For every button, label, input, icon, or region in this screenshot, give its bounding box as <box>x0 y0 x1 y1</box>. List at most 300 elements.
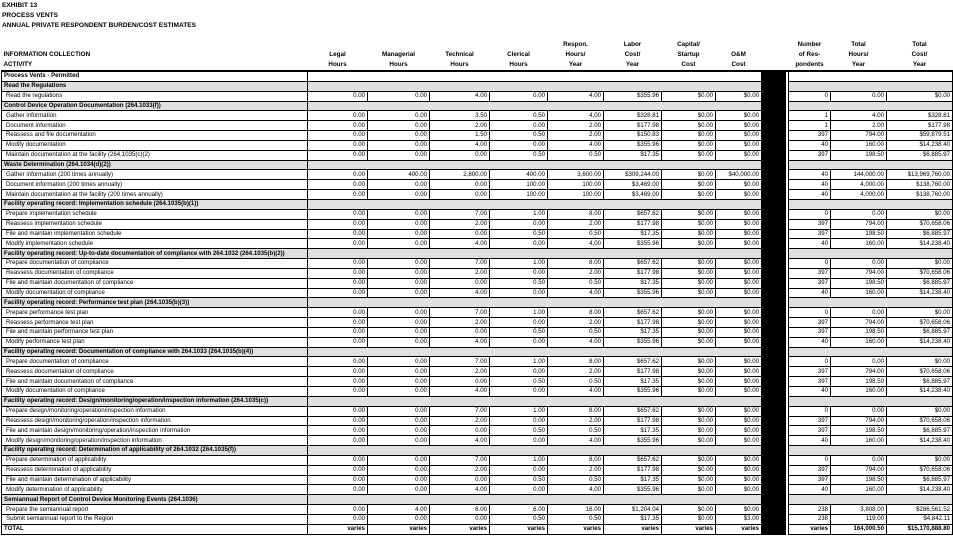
black-spacer <box>762 357 786 367</box>
value-cell: $1,204.04 <box>604 505 662 515</box>
black-spacer <box>762 465 786 475</box>
value-cell: $0.00 <box>716 308 762 318</box>
total-value-cell: $70,658.06 <box>887 416 953 426</box>
section-fill-right <box>789 347 953 357</box>
value-cell: 4.00 <box>430 239 490 249</box>
total-value-cell: $0.00 <box>887 455 953 465</box>
total-value-cell: 0.00 <box>831 406 887 416</box>
activity-cell: Reassess documentation of compliance <box>2 268 308 278</box>
value-cell: 0.00 <box>308 180 368 190</box>
value-cell: $328.81 <box>604 111 662 121</box>
value-cell: 8.00 <box>548 308 604 318</box>
value-cell: 4.00 <box>548 485 604 495</box>
total-value-cell: 0.00 <box>831 209 887 219</box>
table-row <box>2 150 953 160</box>
section-fill <box>308 446 762 456</box>
value-cell: 0.00 <box>368 180 430 190</box>
value-cell: 4.00 <box>430 337 490 347</box>
value-cell: $0.00 <box>662 209 716 219</box>
table-row <box>2 505 953 515</box>
activity-cell: Submit semiannual report to the Region <box>2 514 308 524</box>
black-spacer <box>762 268 786 278</box>
table-row <box>2 465 953 475</box>
value-cell: 100.00 <box>548 180 604 190</box>
value-cell: $0.00 <box>662 465 716 475</box>
exhibit-title: ANNUAL PRIVATE RESPONDENT BURDEN/COST ESTIMATES <box>2 22 197 29</box>
total-value-cell: 198.50 <box>831 377 887 387</box>
total-row-value: varies <box>308 524 368 534</box>
value-cell: 0.00 <box>430 475 490 485</box>
col-om-cost: O&M Cost <box>731 51 746 68</box>
black-spacer <box>762 367 786 377</box>
total-value-cell: $14,238.40 <box>887 288 953 298</box>
value-cell: 0.50 <box>548 150 604 160</box>
value-cell: $177.98 <box>604 121 662 131</box>
table-row <box>2 140 953 150</box>
activity-cell: Modify implementation schedule <box>2 239 308 249</box>
section-fill <box>308 298 762 308</box>
value-cell: 1.00 <box>490 259 548 269</box>
value-cell: 4.00 <box>430 485 490 495</box>
total-value-cell: 397 <box>789 131 831 141</box>
total-value-cell: 0.00 <box>831 455 887 465</box>
value-cell: $0.00 <box>662 455 716 465</box>
value-cell: $0.00 <box>662 268 716 278</box>
table-row <box>2 475 953 485</box>
value-cell: $0.00 <box>716 150 762 160</box>
value-cell: 2.00 <box>548 268 604 278</box>
value-cell: 0.00 <box>368 485 430 495</box>
table-row <box>2 387 953 397</box>
value-cell: $657.62 <box>604 259 662 269</box>
total-value-cell: $0.00 <box>887 308 953 318</box>
total-value-cell: 794.00 <box>831 367 887 377</box>
value-cell: 1.00 <box>490 455 548 465</box>
total-value-cell: 1 <box>789 111 831 121</box>
table-row <box>2 268 953 278</box>
value-cell: $0.00 <box>716 406 762 416</box>
value-cell: 0.00 <box>368 278 430 288</box>
value-cell: $0.00 <box>662 308 716 318</box>
section-row <box>2 396 953 406</box>
value-cell: 2.00 <box>430 268 490 278</box>
exhibit-header <box>2 1 196 31</box>
black-spacer <box>762 91 786 101</box>
black-spacer <box>762 455 786 465</box>
activity-cell: Prepare determination of applicability <box>2 455 308 465</box>
value-cell: 0.50 <box>548 426 604 436</box>
value-cell: $0.00 <box>716 259 762 269</box>
value-cell: 1.00 <box>490 308 548 318</box>
value-cell: $0.00 <box>716 436 762 446</box>
total-value-cell: 397 <box>789 416 831 426</box>
section-fill-right <box>789 446 953 456</box>
grand-total-value: 164,000.50 <box>831 524 887 534</box>
value-cell: 4.00 <box>430 140 490 150</box>
black-spacer <box>762 229 786 239</box>
value-cell: $0.00 <box>662 406 716 416</box>
black-spacer <box>762 71 786 81</box>
value-cell: $0.00 <box>716 416 762 426</box>
total-value-cell: 794.00 <box>831 268 887 278</box>
value-cell: $657.62 <box>604 455 662 465</box>
value-cell: 2.00 <box>548 121 604 131</box>
scenario-label: Process Vents - Permitted <box>2 71 308 81</box>
table-row <box>2 337 953 347</box>
activity-cell: Reassess design/monitoring/operation/inspection information <box>2 416 308 426</box>
activity-cell: Reassess performance test plan <box>2 318 308 328</box>
value-cell: 0.50 <box>490 475 548 485</box>
table-row <box>2 514 953 524</box>
value-cell: 1.50 <box>430 131 490 141</box>
section-label: Waste Determination (264.1034(d)(2)) <box>2 160 308 170</box>
value-cell: 6.00 <box>430 505 490 515</box>
black-spacer <box>762 278 786 288</box>
value-cell: $657.62 <box>604 308 662 318</box>
value-cell: 0.00 <box>368 406 430 416</box>
total-value-cell: 160.00 <box>831 485 887 495</box>
total-value-cell: 0 <box>789 406 831 416</box>
total-value-cell: 40 <box>789 239 831 249</box>
black-spacer <box>762 426 786 436</box>
value-cell: 0.50 <box>490 111 548 121</box>
black-spacer <box>762 308 786 318</box>
table-row <box>2 357 953 367</box>
total-value-cell: 40 <box>789 436 831 446</box>
total-value-cell: 397 <box>789 426 831 436</box>
value-cell: 0.50 <box>490 229 548 239</box>
total-value-cell: 160.00 <box>831 387 887 397</box>
value-cell: 0.50 <box>490 150 548 160</box>
section-row <box>2 446 953 456</box>
value-cell: 400.00 <box>368 170 430 180</box>
value-cell: 4.00 <box>430 436 490 446</box>
value-cell: $0.00 <box>662 436 716 446</box>
total-value-cell: 397 <box>789 150 831 160</box>
activity-cell: Reassess and file documentation <box>2 131 308 141</box>
value-cell: 0.50 <box>490 278 548 288</box>
section-label: Facility operating record: Up-to-date documentation of compliance with 264.1032 (264.1035(b)(2)) <box>2 249 308 259</box>
activity-cell: Maintain documentation at the facility (264.1035(c)(2) <box>2 150 308 160</box>
black-spacer <box>762 475 786 485</box>
black-spacer <box>762 327 786 337</box>
total-label: TOTAL <box>2 524 308 534</box>
total-value-cell: 160.00 <box>831 288 887 298</box>
total-row-value: varies <box>490 524 548 534</box>
value-cell: 0.00 <box>308 465 368 475</box>
value-cell: $0.00 <box>716 229 762 239</box>
value-cell: 0.00 <box>368 259 430 269</box>
value-cell: 0.00 <box>308 219 368 229</box>
value-cell: 8.00 <box>548 259 604 269</box>
total-value-cell: 0 <box>789 308 831 318</box>
black-spacer <box>762 259 786 269</box>
table-row <box>2 308 953 318</box>
col-respondent-hours: Respon. Hours/ Year <box>563 41 588 68</box>
value-cell: 0.00 <box>308 514 368 524</box>
total-value-cell: 160.00 <box>831 239 887 249</box>
value-cell: $0.00 <box>662 170 716 180</box>
value-cell: $355.96 <box>604 239 662 249</box>
total-value-cell: 40 <box>789 140 831 150</box>
total-value-cell: $70,658.06 <box>887 465 953 475</box>
value-cell: 7.00 <box>430 259 490 269</box>
section-label: Control Device Operation Documentation (264.1033(f)) <box>2 101 308 111</box>
value-cell: 0.00 <box>308 278 368 288</box>
table-row <box>2 209 953 219</box>
value-cell: $0.00 <box>662 219 716 229</box>
section-fill-right <box>789 81 953 91</box>
value-cell: 0.00 <box>308 308 368 318</box>
value-cell: 0.00 <box>368 416 430 426</box>
total-value-cell: 144,000.00 <box>831 170 887 180</box>
col-total-hours: Total Hours/ Year <box>848 41 869 68</box>
value-cell: 0.00 <box>368 131 430 141</box>
section-row <box>2 81 953 91</box>
total-value-cell: $6,885.97 <box>887 327 953 337</box>
value-cell: 0.00 <box>308 170 368 180</box>
total-value-cell: 0.00 <box>831 259 887 269</box>
section-fill <box>308 249 762 259</box>
black-spacer <box>762 199 786 209</box>
black-spacer <box>762 387 786 397</box>
value-cell: 16.00 <box>548 505 604 515</box>
value-cell: 7.00 <box>430 308 490 318</box>
section-label: Facility operating record: Performance test plan (264.1035(b)(3)) <box>2 298 308 308</box>
value-cell: 0.00 <box>308 485 368 495</box>
activity-cell: Modify design/monitoring/operation/inspection information <box>2 436 308 446</box>
value-cell: $0.00 <box>662 239 716 249</box>
total-value-cell: 794.00 <box>831 219 887 229</box>
value-cell: $0.00 <box>716 367 762 377</box>
value-cell: 0.00 <box>308 387 368 397</box>
value-cell: 2.00 <box>430 367 490 377</box>
value-cell: 0.00 <box>490 219 548 229</box>
total-value-cell: 397 <box>789 229 831 239</box>
activity-cell: Document information <box>2 121 308 131</box>
value-cell: $0.00 <box>662 140 716 150</box>
value-cell: $0.00 <box>716 278 762 288</box>
value-cell: 0.00 <box>368 111 430 121</box>
value-cell: $0.00 <box>716 180 762 190</box>
black-spacer <box>762 81 786 91</box>
value-cell: 0.00 <box>368 308 430 318</box>
section-label: Facility operating record: Design/monitoring/operation/inspection information (264.1035(c)) <box>2 396 308 406</box>
value-cell: 0.00 <box>368 337 430 347</box>
value-cell: 0.00 <box>368 455 430 465</box>
black-spacer <box>762 160 786 170</box>
value-cell: $355.96 <box>604 337 662 347</box>
table-row <box>2 259 953 269</box>
value-cell: 4.00 <box>548 111 604 121</box>
total-value-cell: 160.00 <box>831 140 887 150</box>
total-value-cell: 0.00 <box>831 357 887 367</box>
total-value-cell: $6,885.97 <box>887 377 953 387</box>
black-spacer <box>762 416 786 426</box>
activity-cell: Prepare implementation schedule <box>2 209 308 219</box>
value-cell: 0.00 <box>308 416 368 426</box>
black-spacer <box>762 406 786 416</box>
value-cell: $0.00 <box>716 91 762 101</box>
total-value-cell: $6,885.97 <box>887 278 953 288</box>
value-cell: $0.00 <box>716 239 762 249</box>
total-value-cell: 1 <box>789 121 831 131</box>
value-cell: 0.00 <box>490 288 548 298</box>
total-value-cell: 4.00 <box>831 111 887 121</box>
value-cell: 0.00 <box>368 150 430 160</box>
total-value-cell: $14,238.40 <box>887 387 953 397</box>
table-row <box>2 377 953 387</box>
value-cell: 2.00 <box>548 131 604 141</box>
table-row <box>2 406 953 416</box>
value-cell: 0.00 <box>490 337 548 347</box>
value-cell: $0.00 <box>716 131 762 141</box>
value-cell: $0.00 <box>662 278 716 288</box>
value-cell: 0.50 <box>548 475 604 485</box>
value-cell: 0.00 <box>308 426 368 436</box>
value-cell: 0.50 <box>548 377 604 387</box>
activity-cell: Gather information (200 times annually) <box>2 170 308 180</box>
total-value-cell: 40 <box>789 337 831 347</box>
value-cell: $0.00 <box>662 259 716 269</box>
value-cell: 0.00 <box>490 268 548 278</box>
section-fill <box>308 495 762 505</box>
table-row <box>2 436 953 446</box>
section-fill-right <box>789 396 953 406</box>
total-value-cell: 397 <box>789 268 831 278</box>
table-row <box>2 219 953 229</box>
value-cell: 0.00 <box>308 259 368 269</box>
activity-cell: Reassess determination of applicability <box>2 465 308 475</box>
total-value-cell: 160.00 <box>831 337 887 347</box>
value-cell: 2.00 <box>430 465 490 475</box>
value-cell: $0.00 <box>716 209 762 219</box>
activity-cell: Prepare performance test plan <box>2 308 308 318</box>
value-cell: $0.00 <box>662 111 716 121</box>
value-cell: 0.00 <box>368 465 430 475</box>
scenario-fill-right <box>789 71 953 81</box>
total-value-cell: 4,000.00 <box>831 180 887 190</box>
value-cell: 0.00 <box>430 327 490 337</box>
black-spacer <box>762 121 786 131</box>
total-value-cell: 4,000.00 <box>831 190 887 200</box>
value-cell: 7.00 <box>430 455 490 465</box>
section-fill-right <box>789 298 953 308</box>
total-value-cell: 198.50 <box>831 327 887 337</box>
table-row <box>2 327 953 337</box>
value-cell: 4.00 <box>430 387 490 397</box>
total-value-cell: $6,885.97 <box>887 475 953 485</box>
section-fill <box>308 199 762 209</box>
exhibit-number: EXHIBIT 13 <box>2 2 38 9</box>
value-cell: 0.00 <box>368 357 430 367</box>
total-value-cell: 2.00 <box>831 121 887 131</box>
total-value-cell: 397 <box>789 327 831 337</box>
value-cell: 0.00 <box>368 426 430 436</box>
activity-cell: Gather information <box>2 111 308 121</box>
value-cell: $17.35 <box>604 229 662 239</box>
value-cell: 0.00 <box>308 436 368 446</box>
value-cell: 400.00 <box>490 170 548 180</box>
total-value-cell: 794.00 <box>831 318 887 328</box>
total-value-cell: 0 <box>789 357 831 367</box>
black-spacer <box>762 140 786 150</box>
value-cell: 0.00 <box>368 229 430 239</box>
section-label: Facility operating record: Determination of applicability of 264.1032 (264.1035(f)) <box>2 446 308 456</box>
value-cell: 0.00 <box>490 318 548 328</box>
value-cell: 0.00 <box>308 377 368 387</box>
value-cell: $0.00 <box>662 505 716 515</box>
black-spacer <box>762 505 786 515</box>
value-cell: $657.62 <box>604 209 662 219</box>
value-cell: 7.00 <box>430 406 490 416</box>
value-cell: $177.98 <box>604 465 662 475</box>
total-value-cell: $59,879.51 <box>887 131 953 141</box>
total-value-cell: 0 <box>789 259 831 269</box>
black-spacer <box>762 377 786 387</box>
col-clerical-hours: Clerical Hours <box>507 51 530 68</box>
value-cell: 3,600.00 <box>548 170 604 180</box>
value-cell: 0.00 <box>368 288 430 298</box>
black-spacer <box>762 209 786 219</box>
value-cell: 4.00 <box>368 505 430 515</box>
value-cell: $0.00 <box>662 91 716 101</box>
value-cell: 0.00 <box>308 268 368 278</box>
col-spacer <box>762 39 786 71</box>
value-cell: $0.00 <box>716 140 762 150</box>
section-fill <box>308 160 762 170</box>
total-value-cell: 198.50 <box>831 150 887 160</box>
grand-total-value: $15,170,888.80 <box>887 524 953 534</box>
value-cell: $3,469.00 <box>604 190 662 200</box>
value-cell: 0.00 <box>368 318 430 328</box>
value-cell: $0.00 <box>662 288 716 298</box>
value-cell: 0.00 <box>308 121 368 131</box>
value-cell: $0.00 <box>662 190 716 200</box>
table-row <box>2 131 953 141</box>
value-cell: $0.00 <box>662 327 716 337</box>
black-spacer <box>762 446 786 456</box>
value-cell: $0.00 <box>662 416 716 426</box>
section-label: Facility operating record: Implementation schedule (264.1035(b)(1)) <box>2 199 308 209</box>
total-value-cell: $13,969,760.00 <box>887 170 953 180</box>
value-cell: 7.00 <box>430 357 490 367</box>
value-cell: $0.00 <box>716 327 762 337</box>
value-cell: 1.00 <box>490 209 548 219</box>
value-cell: $0.00 <box>716 268 762 278</box>
value-cell: 4.00 <box>548 288 604 298</box>
activity-cell: Reassess documentation of compliance <box>2 367 308 377</box>
value-cell: 2,800.00 <box>430 170 490 180</box>
value-cell: $0.00 <box>662 357 716 367</box>
black-spacer <box>762 288 786 298</box>
value-cell: $0.00 <box>662 514 716 524</box>
activity-cell: File and maintain documentation of compliance <box>2 377 308 387</box>
total-value-cell: 119.00 <box>831 514 887 524</box>
value-cell: 0.00 <box>430 426 490 436</box>
value-cell: $309,244.00 <box>604 170 662 180</box>
value-cell: 4.00 <box>430 91 490 101</box>
table-row <box>2 367 953 377</box>
value-cell: 4.00 <box>548 91 604 101</box>
grand-total-value: varies <box>789 524 831 534</box>
value-cell: 0.00 <box>368 436 430 446</box>
value-cell: $355.96 <box>604 91 662 101</box>
value-cell: 0.00 <box>490 367 548 377</box>
section-row <box>2 347 953 357</box>
total-value-cell: 40 <box>789 288 831 298</box>
total-row <box>2 524 953 534</box>
